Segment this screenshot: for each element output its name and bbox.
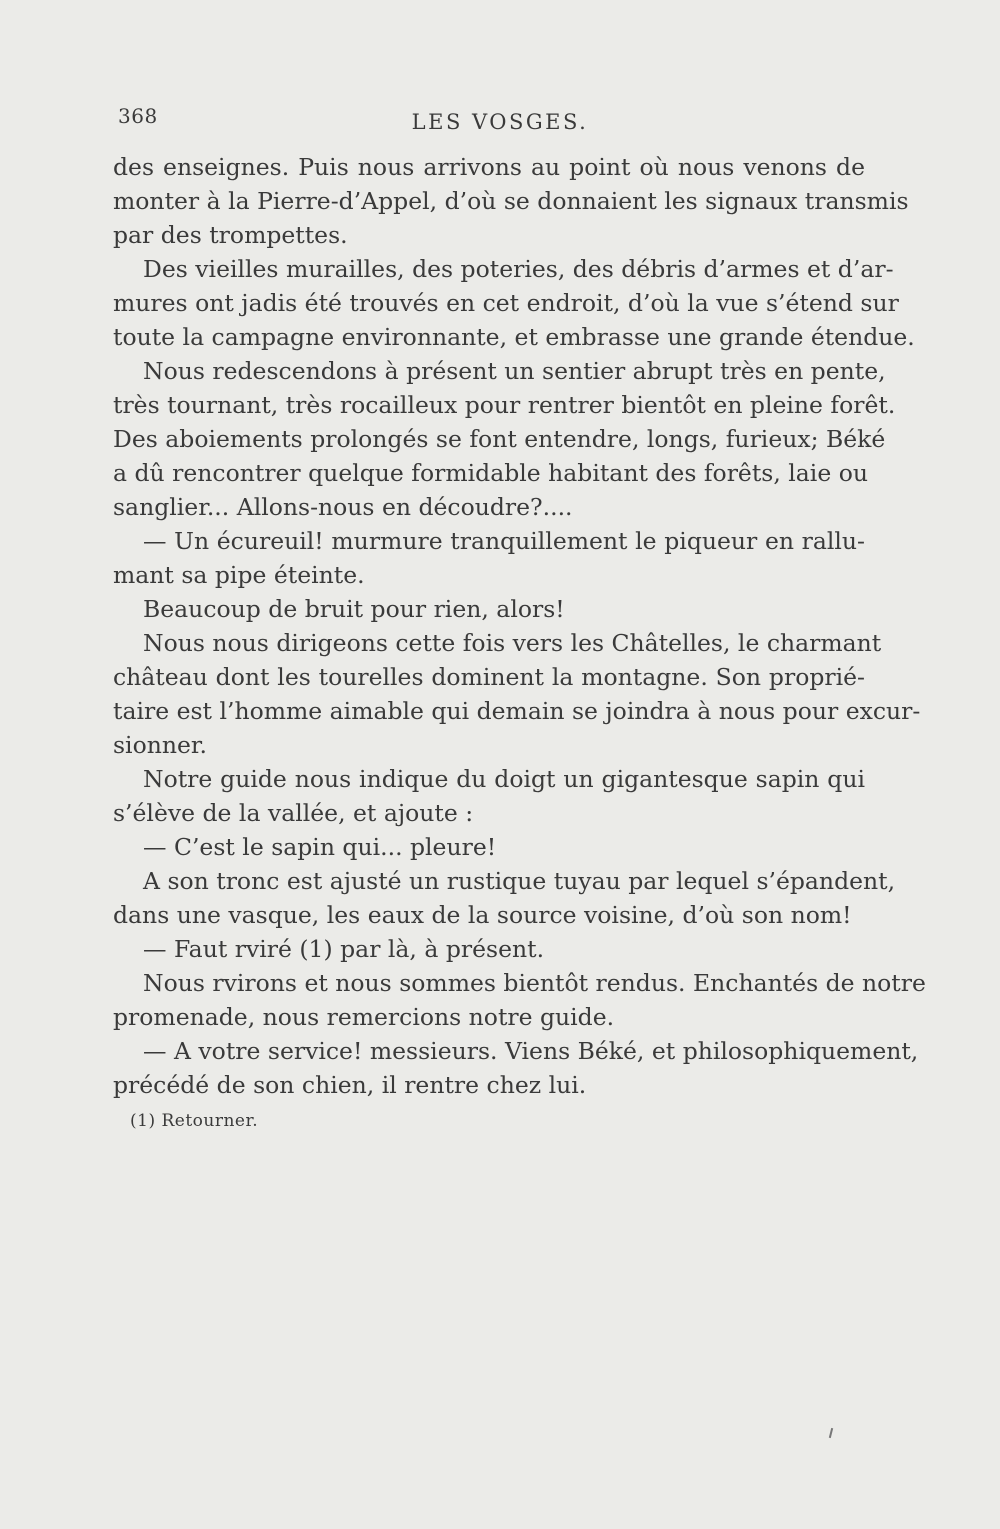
text-line: s’élève de la vallée, et ajoute : — [113, 799, 474, 827]
text-line: Des aboiements prolongés se font entendre, longs, furieux; Béké — [113, 425, 886, 453]
page-number: 368 — [118, 104, 158, 128]
text-line: sanglier... Allons-nous en découdre?.... — [113, 493, 573, 521]
text-line: mant sa pipe éteinte. — [113, 561, 365, 589]
text-line: Nous rvirons et nous sommes bientôt rendus. Enchantés de notre — [143, 969, 926, 997]
text-line: monter à la Pierre-d’Appel, d’où se donnaient les signaux transmis — [113, 187, 909, 215]
text-line: taire est l’homme aimable qui demain se joindra à nous pour excur- — [113, 697, 921, 725]
text-line: Beaucoup de bruit pour rien, alors! — [143, 595, 565, 623]
text-line: — C’est le sapin qui... pleure! — [143, 833, 497, 861]
text-line: — Un écureuil! murmure tranquillement le piqueur en rallu- — [143, 527, 865, 555]
text-line: — A votre service! messieurs. Viens Béké, et philosophiquement, — [143, 1037, 919, 1065]
text-line: promenade, nous remercions notre guide. — [113, 1003, 615, 1031]
text-line: Nous redescendons à présent un sentier abrupt très en pente, — [143, 357, 886, 385]
text-line: toute la campagne environnante, et embrasse une grande étendue. — [113, 323, 915, 351]
text-line: — Faut rviré (1) par là, à présent. — [143, 935, 545, 963]
text-line: précédé de son chien, il rentre chez lui. — [113, 1071, 587, 1099]
text-line: Nous nous dirigeons cette fois vers les Châtelles, le charmant — [143, 629, 882, 657]
text-line: Des vieilles murailles, des poteries, des débris d’armes et d’ar- — [143, 255, 894, 283]
running-head: LES VOSGES. — [411, 110, 589, 134]
text-line: A son tronc est ajusté un rustique tuyau par lequel s’épandent, — [143, 867, 896, 895]
text-line: château dont les tourelles dominent la montagne. Son proprié- — [113, 663, 865, 691]
text-line: mures ont jadis été trouvés en cet endroit, d’où la vue s’étend sur — [113, 289, 899, 317]
text-line: Notre guide nous indique du doigt un gigantesque sapin qui — [143, 765, 865, 793]
footnote: (1) Retourner. — [130, 1111, 259, 1131]
text-line: par des trompettes. — [113, 221, 348, 249]
body-text — [113, 150, 926, 1102]
text-line: dans une vasque, les eaux de la source voisine, d’où son nom! — [113, 901, 852, 929]
text-line: des enseignes. Puis nous arrivons au point où nous venons de — [113, 153, 865, 181]
text-line: très tournant, très rocailleux pour rentrer bientôt en pleine forêt. — [113, 391, 896, 419]
page-speck — [829, 1428, 833, 1438]
text-line: sionner. — [113, 731, 208, 759]
text-line: a dû rencontrer quelque formidable habitant des forêts, laie ou — [113, 459, 868, 487]
